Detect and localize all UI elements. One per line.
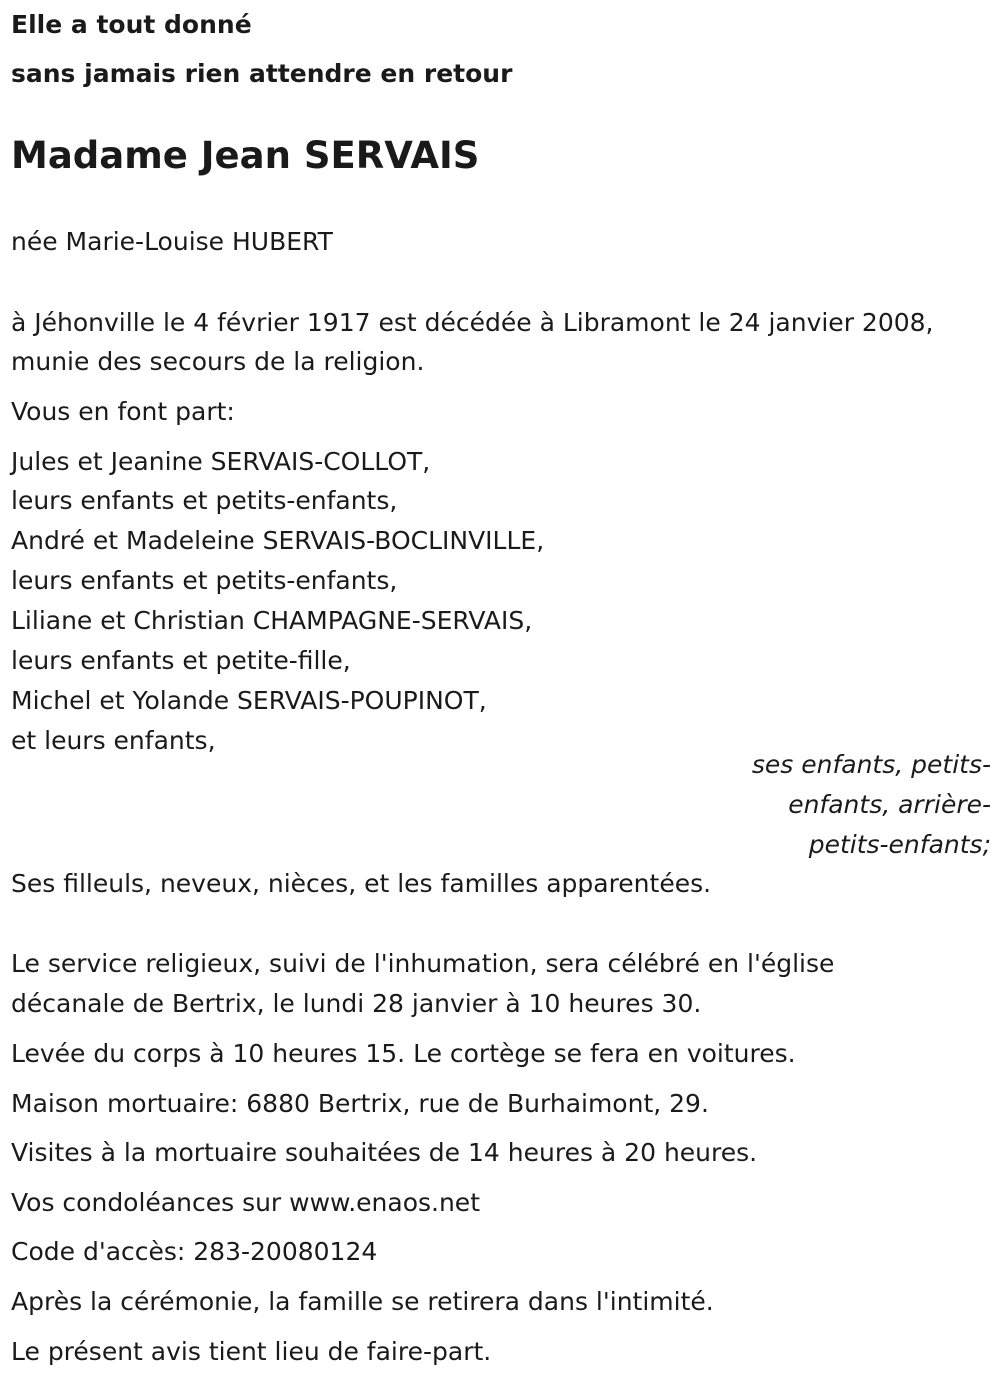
family-summary-line: ses enfants, petits- bbox=[751, 750, 991, 779]
family-line: Jules et Jeanine SERVAIS-COLLOT, bbox=[11, 447, 431, 476]
maiden-name: née Marie-Louise HUBERT bbox=[11, 227, 333, 256]
detail-line: Code d'accès: 283-20080124 bbox=[11, 1237, 378, 1266]
service-line-2: décanale de Bertrix, le lundi 28 janvier à 10 heures 30. bbox=[11, 989, 702, 1018]
tagline-line-2: sans jamais rien attendre en retour bbox=[11, 59, 513, 88]
birth-death-line-1: à Jéhonville le 4 février 1917 est décédée à Libramont le 24 janvier 2008, bbox=[11, 308, 934, 337]
detail-line: Le présent avis tient lieu de faire-part. bbox=[11, 1337, 492, 1366]
family-line: André et Madeleine SERVAIS-BOCLINVILLE, bbox=[11, 526, 545, 555]
family-line: Liliane et Christian CHAMPAGNE-SERVAIS, bbox=[11, 606, 533, 635]
family-summary-line: petits-enfants; bbox=[808, 830, 991, 859]
family-summary-line: enfants, arrière- bbox=[788, 790, 991, 819]
tagline-line-1: Elle a tout donné bbox=[11, 10, 252, 39]
detail-line: Levée du corps à 10 heures 15. Le cortège se fera en voitures. bbox=[11, 1039, 796, 1068]
service-line-1: Le service religieux, suivi de l'inhumation, sera célébré en l'église bbox=[11, 949, 835, 978]
detail-line: Visites à la mortuaire souhaitées de 14 heures à 20 heures. bbox=[11, 1138, 758, 1167]
detail-line: Vos condoléances sur www.enaos.net bbox=[11, 1188, 480, 1217]
birth-death-line-2: munie des secours de la religion. bbox=[11, 347, 425, 376]
detail-line: Maison mortuaire: 6880 Bertrix, rue de Burhaimont, 29. bbox=[11, 1089, 709, 1118]
announcement: Vous en font part: bbox=[11, 397, 235, 426]
deceased-name: Madame Jean SERVAIS bbox=[11, 134, 480, 177]
relatives: Ses filleuls, neveux, nièces, et les familles apparentées. bbox=[11, 869, 712, 898]
family-line: Michel et Yolande SERVAIS-POUPINOT, bbox=[11, 686, 487, 715]
family-line: et leurs enfants, bbox=[11, 726, 216, 755]
family-line: leurs enfants et petits-enfants, bbox=[11, 486, 398, 515]
detail-line: Après la cérémonie, la famille se retirera dans l'intimité. bbox=[11, 1287, 714, 1316]
family-line: leurs enfants et petits-enfants, bbox=[11, 566, 398, 595]
family-line: leurs enfants et petite-fille, bbox=[11, 646, 351, 675]
